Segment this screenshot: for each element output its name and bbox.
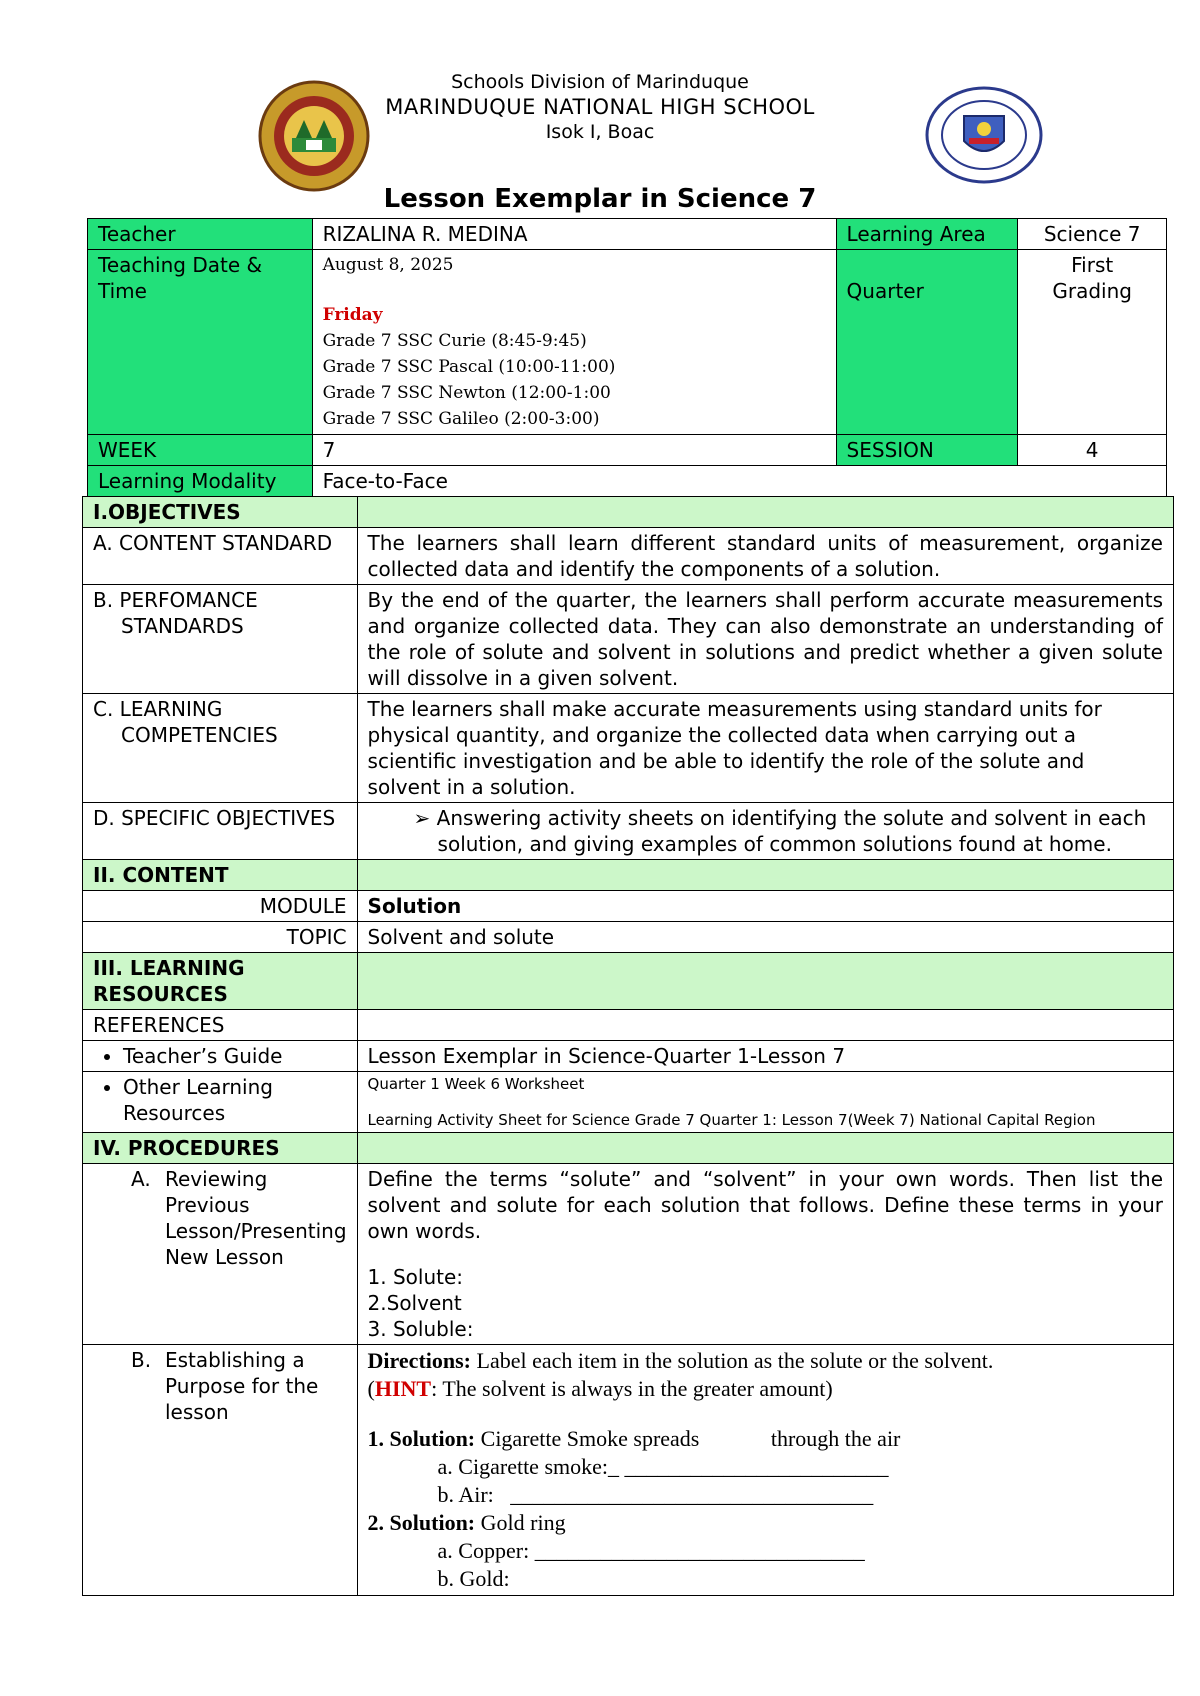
objectives-heading-fill xyxy=(357,497,1173,528)
references-fill xyxy=(357,1010,1173,1041)
content-standard-text: The learners shall learn different standard units of measurement, organize collected data and identify the components of a solution. xyxy=(357,528,1173,585)
specific-objective-item xyxy=(368,805,1163,857)
resources-heading-fill xyxy=(357,953,1173,1010)
solution-1 xyxy=(368,1425,1163,1453)
procedure-b-label: Establishing a Purpose for the lesson xyxy=(165,1348,319,1424)
hint-line: (HINT: The solvent is always in the greater amount) xyxy=(367,1376,833,1401)
solution-2-a: a. Copper: ______________________________ xyxy=(437,1538,865,1563)
school-seal-logo xyxy=(258,80,370,192)
hint-text: : The solvent is always in the greater amount) xyxy=(431,1376,833,1401)
directions-label: Directions: xyxy=(367,1348,472,1373)
procedure-a-item: 3. Soluble: xyxy=(367,1317,474,1341)
learning-area-value: Science 7 xyxy=(1018,219,1167,250)
session-value: 4 xyxy=(1018,435,1167,466)
solution-1-text: Cigarette Smoke spreads through the air xyxy=(475,1426,901,1451)
procedure-b-content xyxy=(357,1345,1173,1596)
week-value: 7 xyxy=(312,435,836,466)
quarter-label: Quarter xyxy=(836,250,1018,435)
other-resources-label: • Other Learning Resources xyxy=(123,1074,347,1126)
teachers-guide-label: • Teacher’s Guide xyxy=(123,1043,347,1069)
teachers-guide-cell xyxy=(83,1041,358,1072)
lesson-info-table xyxy=(87,218,1167,497)
directions-line xyxy=(368,1347,1163,1375)
week-label: WEEK xyxy=(88,435,313,466)
schedule-item: Grade 7 SSC Galileo (2:00-3:00) xyxy=(322,409,600,429)
teaching-day: Friday xyxy=(322,305,383,325)
performance-standards-text: By the end of the quarter, the learners shall perform accurate measurements and organize collected data. They can also demonstrate an understanding of the role of solute and solvent in solutions and predict whether a given solute will dissolve in a given solvent. xyxy=(357,585,1173,694)
procedure-a-text: Define the terms “solute” and “solvent” in your own words. Then list the solvent and solute for each solution that follows. Define these terms in your own words. xyxy=(367,1167,1163,1243)
arrow-bullet-icon: ➢ xyxy=(413,806,437,830)
procedure-a-label: Reviewing Previous Lesson/Presenting New Lesson xyxy=(165,1167,347,1269)
topic-value: Solvent and solute xyxy=(357,922,1173,953)
module-label: MODULE xyxy=(83,891,358,922)
teacher-label: Teacher xyxy=(88,219,313,250)
solution-2-b: b. Gold: xyxy=(437,1566,510,1591)
procedure-a-cell: A. Reviewing Previous Lesson/Presenting New Lesson xyxy=(83,1164,358,1345)
school-name: MARINDUQUE NATIONAL HIGH SCHOOL xyxy=(385,95,815,119)
procedures-heading: IV. PROCEDURES xyxy=(83,1133,358,1164)
directions-text: Label each item in the solution as the solute or the solvent. xyxy=(471,1348,994,1373)
teaching-date-label: Teaching Date & Time xyxy=(88,250,313,435)
other-resource-1: Quarter 1 Week 6 Worksheet xyxy=(367,1075,585,1093)
module-value: Solution xyxy=(357,891,1173,922)
other-resources-cell xyxy=(83,1072,358,1133)
solution-2-text: Gold ring xyxy=(475,1510,566,1535)
procedure-a-item: 2.Solvent xyxy=(367,1291,462,1315)
quarter-value: First Grading xyxy=(1018,250,1167,435)
procedure-a-content xyxy=(357,1164,1173,1345)
schedule-item: Grade 7 SSC Curie (8:45-9:45) xyxy=(322,331,587,351)
solution-1-a: a. Cigarette smoke:_ ________________________ xyxy=(437,1454,889,1479)
teacher-name: RIZALINA R. MEDINA xyxy=(312,219,836,250)
topic-label: TOPIC xyxy=(83,922,358,953)
solution-1-b: b. Air: _________________________________ xyxy=(437,1482,874,1507)
modality-value: Face-to-Face xyxy=(312,466,1166,497)
procedure-b-cell: B. Establishing a Purpose for the lesson xyxy=(83,1345,358,1596)
hint-label: HINT xyxy=(374,1376,432,1401)
solution-2 xyxy=(368,1509,1163,1537)
solution-2-label: 2. Solution: xyxy=(367,1510,476,1535)
teaching-date: August 8, 2025 xyxy=(322,255,454,275)
teaching-schedule xyxy=(312,250,836,435)
learning-area-label: Learning Area xyxy=(836,219,1018,250)
schedule-item: Grade 7 SSC Pascal (10:00-11:00) xyxy=(322,357,616,377)
solution-1-label: 1. Solution: xyxy=(367,1426,476,1451)
procedure-a-item: 1. Solute: xyxy=(367,1265,464,1289)
modality-label: Learning Modality xyxy=(88,466,313,497)
specific-objective-text: Answering activity sheets on identifying the solute and solvent in each solution, and giving examples of common solutions found at home. xyxy=(436,806,1147,856)
specific-objectives-label: D. SPECIFIC OBJECTIVES xyxy=(83,803,358,860)
session-label: SESSION xyxy=(836,435,1018,466)
deped-seal-logo xyxy=(925,86,1043,184)
learning-competencies-text: The learners shall make accurate measurements using standard units for physical quantity, and organize the collected data when carrying out a scientific investigation and be able to identify the role of the solute and solvent in a solution. xyxy=(357,694,1173,803)
division-name: Schools Division of Marinduque xyxy=(451,71,749,93)
schedule-item: Grade 7 SSC Newton (12:00-1:00 xyxy=(322,383,611,403)
learning-competencies-label: C. LEARNING COMPETENCIES xyxy=(83,694,358,803)
procedures-heading-fill xyxy=(357,1133,1173,1164)
other-resource-2: Learning Activity Sheet for Science Grade 7 Quarter 1: Lesson 7(Week 7) National Capital Region xyxy=(367,1111,1096,1129)
content-standard-label: A. CONTENT STANDARD xyxy=(83,528,358,585)
content-heading-fill xyxy=(357,860,1173,891)
lesson-plan-table xyxy=(82,496,1174,1596)
resources-heading: III. LEARNING RESOURCES xyxy=(83,953,358,1010)
references-label: REFERENCES xyxy=(83,1010,358,1041)
specific-objectives-cell xyxy=(357,803,1173,860)
objectives-heading: I.OBJECTIVES xyxy=(83,497,358,528)
other-resources-values xyxy=(357,1072,1173,1133)
performance-standards-label: B. PERFOMANCE STANDARDS xyxy=(83,585,358,694)
school-address: Isok I, Boac xyxy=(545,121,655,143)
teachers-guide-value: Lesson Exemplar in Science-Quarter 1-Lesson 7 xyxy=(357,1041,1173,1072)
content-heading: II. CONTENT xyxy=(83,860,358,891)
page-title: Lesson Exemplar in Science 7 xyxy=(383,184,817,214)
